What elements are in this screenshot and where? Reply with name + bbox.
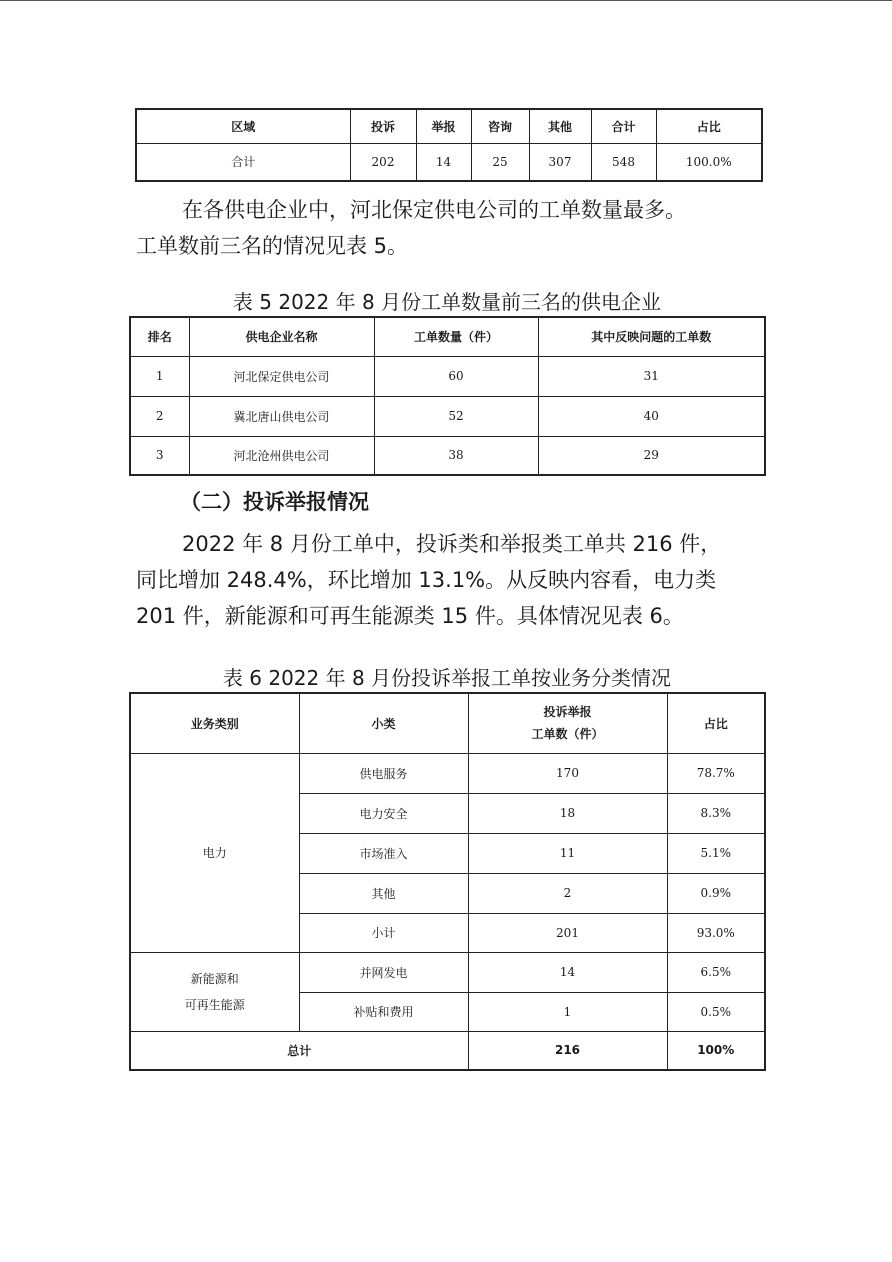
table-cell: 供电服务 xyxy=(299,753,468,793)
category-cell: 电力 xyxy=(130,753,299,952)
table-cell: 93.0% xyxy=(667,913,765,952)
category-cell xyxy=(130,952,299,1031)
table-cell: 201 xyxy=(468,913,667,952)
table-cell: 6.5% xyxy=(667,952,765,992)
table-header-row xyxy=(130,693,765,753)
section-heading: （二）投诉举报情况 xyxy=(180,490,369,514)
table-cell: 60 xyxy=(374,356,538,396)
table-cell: 0.5% xyxy=(667,992,765,1031)
table-cell: 5.1% xyxy=(667,833,765,873)
category-line: 可再生能源 xyxy=(184,997,245,1012)
total-ratio-cell: 100% xyxy=(667,1031,765,1070)
table-header-row xyxy=(130,317,765,356)
table-header-row xyxy=(136,109,762,143)
paragraph-1 xyxy=(136,192,766,264)
header-cell: 业务类别 xyxy=(130,693,299,753)
table-cell: 0.9% xyxy=(667,873,765,913)
total-count-cell: 216 xyxy=(468,1031,667,1070)
header-cell: 其中反映问题的工单数 xyxy=(538,317,765,356)
header-line: 工单数（件） xyxy=(531,727,604,742)
table-cell: 202 xyxy=(350,143,416,181)
table-cell: 合计 xyxy=(136,143,350,181)
paragraph-line: 在各供电企业中，河北保定供电公司的工单数量最多。 xyxy=(182,198,686,222)
header-cell xyxy=(468,693,667,753)
table-5-caption: 表 5 2022 年 8 月份工单数量前三名的供电企业 xyxy=(232,290,662,314)
header-cell: 区域 xyxy=(136,109,350,143)
table-row xyxy=(130,753,765,793)
category-line: 新能源和 xyxy=(190,971,239,986)
table-total-row xyxy=(130,1031,765,1070)
table-cell: 29 xyxy=(538,436,765,475)
table-cell: 40 xyxy=(538,396,765,436)
header-cell: 占比 xyxy=(656,109,762,143)
header-cell: 合计 xyxy=(591,109,656,143)
table-cell: 2 xyxy=(130,396,189,436)
header-cell: 小类 xyxy=(299,693,468,753)
paragraph-line: 工单数前三名的情况见表 5。 xyxy=(136,234,409,258)
table-cell: 河北保定供电公司 xyxy=(189,356,374,396)
table-row xyxy=(130,436,765,475)
table-cell: 冀北唐山供电公司 xyxy=(189,396,374,436)
header-cell: 排名 xyxy=(130,317,189,356)
header-cell: 投诉 xyxy=(350,109,416,143)
table-5 xyxy=(129,316,766,476)
header-cell: 供电企业名称 xyxy=(189,317,374,356)
paragraph-2 xyxy=(136,526,776,634)
table-row xyxy=(130,396,765,436)
paragraph-line: 2022 年 8 月份工单中，投诉类和举报类工单共 216 件， xyxy=(182,532,722,556)
table-cell: 548 xyxy=(591,143,656,181)
paragraph-line: 201 件，新能源和可再生能源类 15 件。具体情况见表 6。 xyxy=(136,604,684,628)
table-cell: 170 xyxy=(468,753,667,793)
table-cell: 38 xyxy=(374,436,538,475)
table-cell: 3 xyxy=(130,436,189,475)
header-cell: 咨询 xyxy=(471,109,529,143)
table-row xyxy=(130,356,765,396)
table-cell: 8.3% xyxy=(667,793,765,833)
table-cell: 电力安全 xyxy=(299,793,468,833)
table-cell: 补贴和费用 xyxy=(299,992,468,1031)
table-4 xyxy=(135,108,763,182)
table-cell: 并网发电 xyxy=(299,952,468,992)
table-cell: 11 xyxy=(468,833,667,873)
header-line: 投诉举报 xyxy=(543,705,592,720)
table-6 xyxy=(129,692,766,1071)
table-cell: 78.7% xyxy=(667,753,765,793)
table-cell: 2 xyxy=(468,873,667,913)
table-cell: 1 xyxy=(468,992,667,1031)
table-cell: 100.0% xyxy=(656,143,762,181)
table-cell: 307 xyxy=(529,143,591,181)
table-6-caption: 表 6 2022 年 8 月份投诉举报工单按业务分类情况 xyxy=(222,666,672,690)
paragraph-line: 同比增加 248.4%，环比增加 13.1%。从反映内容看，电力类 xyxy=(136,568,717,592)
table-cell: 14 xyxy=(416,143,471,181)
table-row xyxy=(136,143,762,181)
header-cell: 占比 xyxy=(667,693,765,753)
header-cell: 其他 xyxy=(529,109,591,143)
header-cell: 工单数量（件） xyxy=(374,317,538,356)
table-cell: 31 xyxy=(538,356,765,396)
page-top-rule xyxy=(0,0,892,1)
table-row xyxy=(130,952,765,992)
table-cell: 25 xyxy=(471,143,529,181)
table-cell: 其他 xyxy=(299,873,468,913)
table-cell: 14 xyxy=(468,952,667,992)
table-cell: 小计 xyxy=(299,913,468,952)
table-cell: 18 xyxy=(468,793,667,833)
header-cell: 举报 xyxy=(416,109,471,143)
table-cell: 河北沧州供电公司 xyxy=(189,436,374,475)
total-label-cell: 总计 xyxy=(130,1031,468,1070)
table-cell: 1 xyxy=(130,356,189,396)
table-cell: 52 xyxy=(374,396,538,436)
table-cell: 市场准入 xyxy=(299,833,468,873)
